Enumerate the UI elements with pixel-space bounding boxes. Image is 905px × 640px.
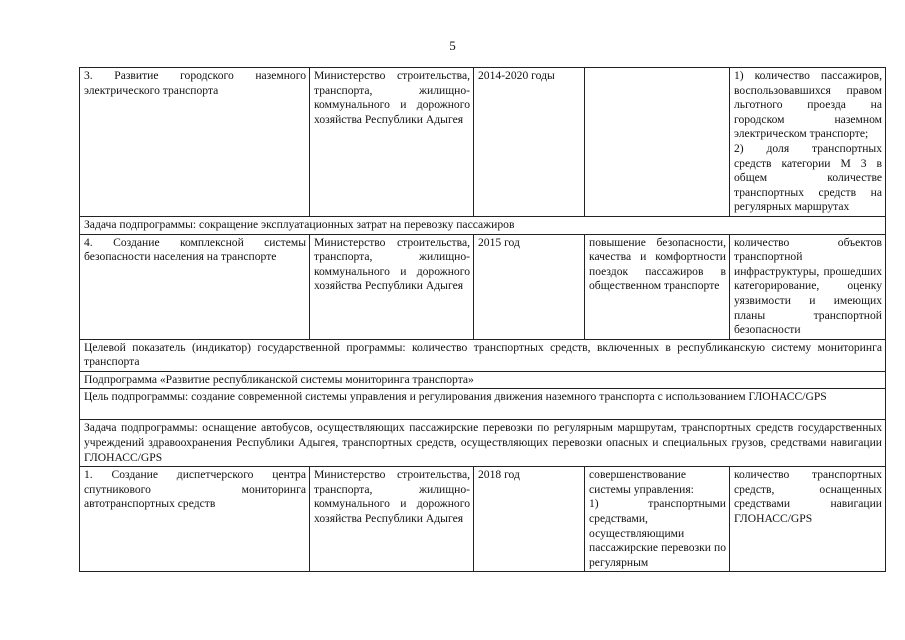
target-indicator-text: Целевой показатель (индикатор) государственной программы: количество транспортных средств, включенных в республиканскую систему мониторинга транспорта (80, 339, 886, 371)
table-row (80, 467, 886, 572)
subprogram-title-row (80, 371, 886, 389)
result-cell (585, 68, 730, 217)
indicator-item: 2) доля транспортных средств категории М 3 в общем количестве транспортных средств на регулярных маршрутах (734, 141, 882, 214)
indicator-item: 1) количество пассажиров, воспользовавшихся правом льготного проезда на городском наземном электрическом транспорте; (734, 69, 882, 141)
task-text: Задача подпрограммы: оснащение автобусов, осуществляющих пассажирские перевозки по регулярным маршрутам, транспортных средств государственных учреждений здравоохранения Республики Адыгея, транспортных средств, осуществляющих перевозки опасных и специальных грузов, средствами навигации ГЛОНАСС/GPS (80, 420, 886, 467)
target-indicator-row (80, 339, 886, 371)
result-cell: повышение безопасности, качества и комфортности поездок пассажиров в общественном транспорте (585, 234, 730, 339)
measure-cell: 4. Создание комплексной системы безопасности населения на транспорте (80, 234, 310, 339)
executor-cell: Министерство строительства, транспорта, жилищно-коммунального и дорожного хозяйства Республики Адыгея (310, 467, 474, 572)
table-row (80, 234, 886, 339)
period-cell: 2018 год (474, 467, 585, 572)
executor-cell: Министерство строительства, транспорта, жилищно-коммунального и дорожного хозяйства Республики Адыгея (310, 68, 474, 217)
subprogram-goal-row (80, 389, 886, 420)
indicator-cell: количество объектов транспортной инфраструктуры, прошедших категорирование, оценку уязвимости и имеющих планы транспортной безопасности (730, 234, 886, 339)
indicator-cell: количество транспортных средств, оснащенных средствами навигации ГЛОНАСС/GPS (730, 467, 886, 572)
measure-cell: 1. Создание диспетчерского центра спутникового мониторинга автотранспортных средств (80, 467, 310, 572)
measure-cell: 3. Развитие городского наземного электрического транспорта (80, 68, 310, 217)
period-cell: 2015 год (474, 234, 585, 339)
executor-cell: Министерство строительства, транспорта, жилищно-коммунального и дорожного хозяйства Республики Адыгея (310, 234, 474, 339)
page-number: 5 (449, 38, 456, 53)
subprogram-title: Подпрограмма «Развитие республиканской системы мониторинга транспорта» (80, 371, 886, 389)
task-row (80, 216, 886, 234)
task-row (80, 420, 886, 467)
result-cell: совершенствование системы управления: 1) транспортными средствами, осуществляющими пассажирские перевозки по регулярным (585, 467, 730, 572)
program-table (79, 67, 886, 572)
table-row (80, 68, 886, 217)
indicator-cell (730, 68, 886, 217)
subprogram-goal-text: Цель подпрограммы: создание современной системы управления и регулирования движения наземного транспорта с использованием ГЛОНАСС/GPS (80, 389, 886, 420)
task-text: Задача подпрограммы: сокращение эксплуатационных затрат на перевозку пассажиров (80, 216, 886, 234)
period-cell: 2014-2020 годы (474, 68, 585, 217)
